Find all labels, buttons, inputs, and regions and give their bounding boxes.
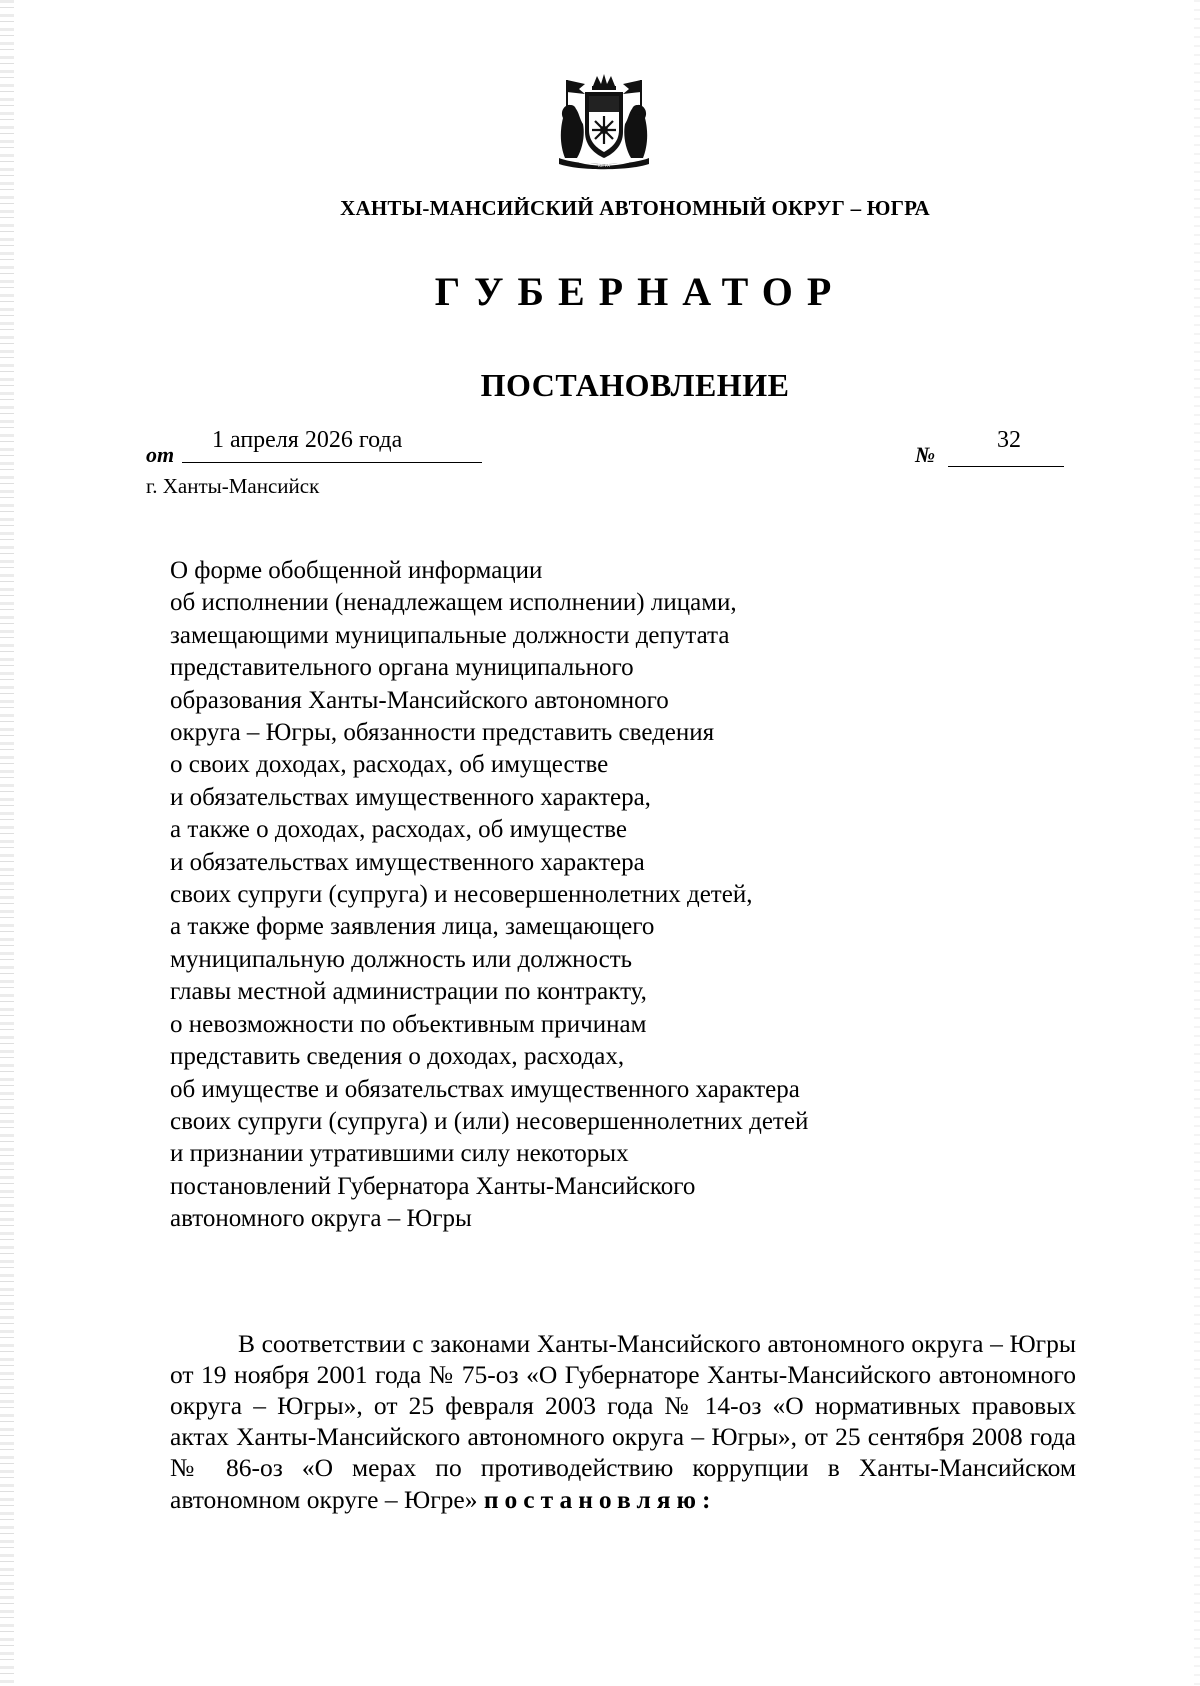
scan-edge-left: [0, 0, 14, 1686]
subject-line: постановлений Губернатора Ханты-Мансийского: [170, 1172, 696, 1200]
subject-line: о невозможности по объективным причинам: [170, 1010, 647, 1038]
subject-line: об исполнении (ненадлежащем исполнении) лицами,: [170, 589, 737, 617]
scan-edge-right: [1194, 0, 1200, 1686]
subject-line: об имуществе и обязательствах имущественного характера: [170, 1075, 800, 1103]
subject-line: представительного органа муниципального: [170, 654, 634, 682]
subject-line: и обязательствах имущественного характера: [170, 848, 645, 876]
resolve-keyword: постановляю:: [483, 1484, 717, 1514]
subject-line: и обязательствах имущественного характера,: [170, 783, 651, 811]
date-prefix-label: от: [146, 442, 175, 467]
document-date: 1 апреля 2026 года: [212, 427, 403, 453]
subject-line: замещающими муниципальные должности депутата: [170, 621, 730, 649]
subject-line: представить сведения о доходах, расходах,: [170, 1043, 625, 1071]
coat-of-arms-emblem: [549, 72, 659, 172]
subject-line: муниципальную должность или должность: [170, 945, 633, 973]
number-underline: [948, 466, 1064, 467]
document-type-title: ПОСТАНОВЛЕНИЕ: [480, 367, 790, 403]
document-number: 32: [997, 427, 1021, 453]
subject-line: о своих доходах, расходах, об имуществе: [170, 751, 609, 779]
subject-line: своих супруги (супруга) и несовершеннолетних детей,: [170, 881, 753, 909]
subject-line: образования Ханты-Мансийского автономного: [170, 686, 669, 714]
subject-line: округа – Югры, обязанности представить сведения: [170, 719, 715, 747]
preamble-text: В соответствии с законами Ханты-Мансийского автономного округа – Югры от 19 ноября 2001 года № 75-оз «О Губернаторе Ханты-Мансийского автономного округа – Югры», от 25 февраля 2003 года № 14-оз «О нормативных правовых актах Ханты-Мансийского автономного округа – Югры», от 25 сентября 2008 года № 86-оз «О мерах по противодействию коррупции в Ханты-Мансийском автономном округе – Югре»: [170, 1328, 1076, 1514]
subject-line: а также форме заявления лица, замещающего: [170, 913, 655, 941]
subject-line: а также о доходах, расходах, об имуществе: [170, 816, 628, 844]
number-label: №: [915, 442, 936, 467]
subject-line: автономного округа – Югры: [170, 1205, 472, 1233]
region-title: ХАНТЫ-МАНСИЙСКИЙ АВТОНОМНЫЙ ОКРУГ – ЮГРА: [340, 196, 930, 220]
subject-line: О форме обобщенной информации: [170, 557, 543, 584]
subject-line: главы местной администрации по контракту,: [170, 978, 647, 1006]
document-subject: [170, 555, 930, 1236]
city-label: г. Ханты-Мансийск: [146, 474, 320, 498]
emblem-caption: ЮГРА: [598, 163, 610, 168]
date-underline: [182, 462, 482, 463]
authority-title: ГУБЕРНАТОР: [434, 269, 846, 314]
subject-line: и признании утратившими силу некоторых: [170, 1140, 629, 1168]
subject-line: своих супруги (супруга) и (или) несовершеннолетних детей: [170, 1107, 809, 1135]
preamble-paragraph: [170, 1328, 1076, 1515]
